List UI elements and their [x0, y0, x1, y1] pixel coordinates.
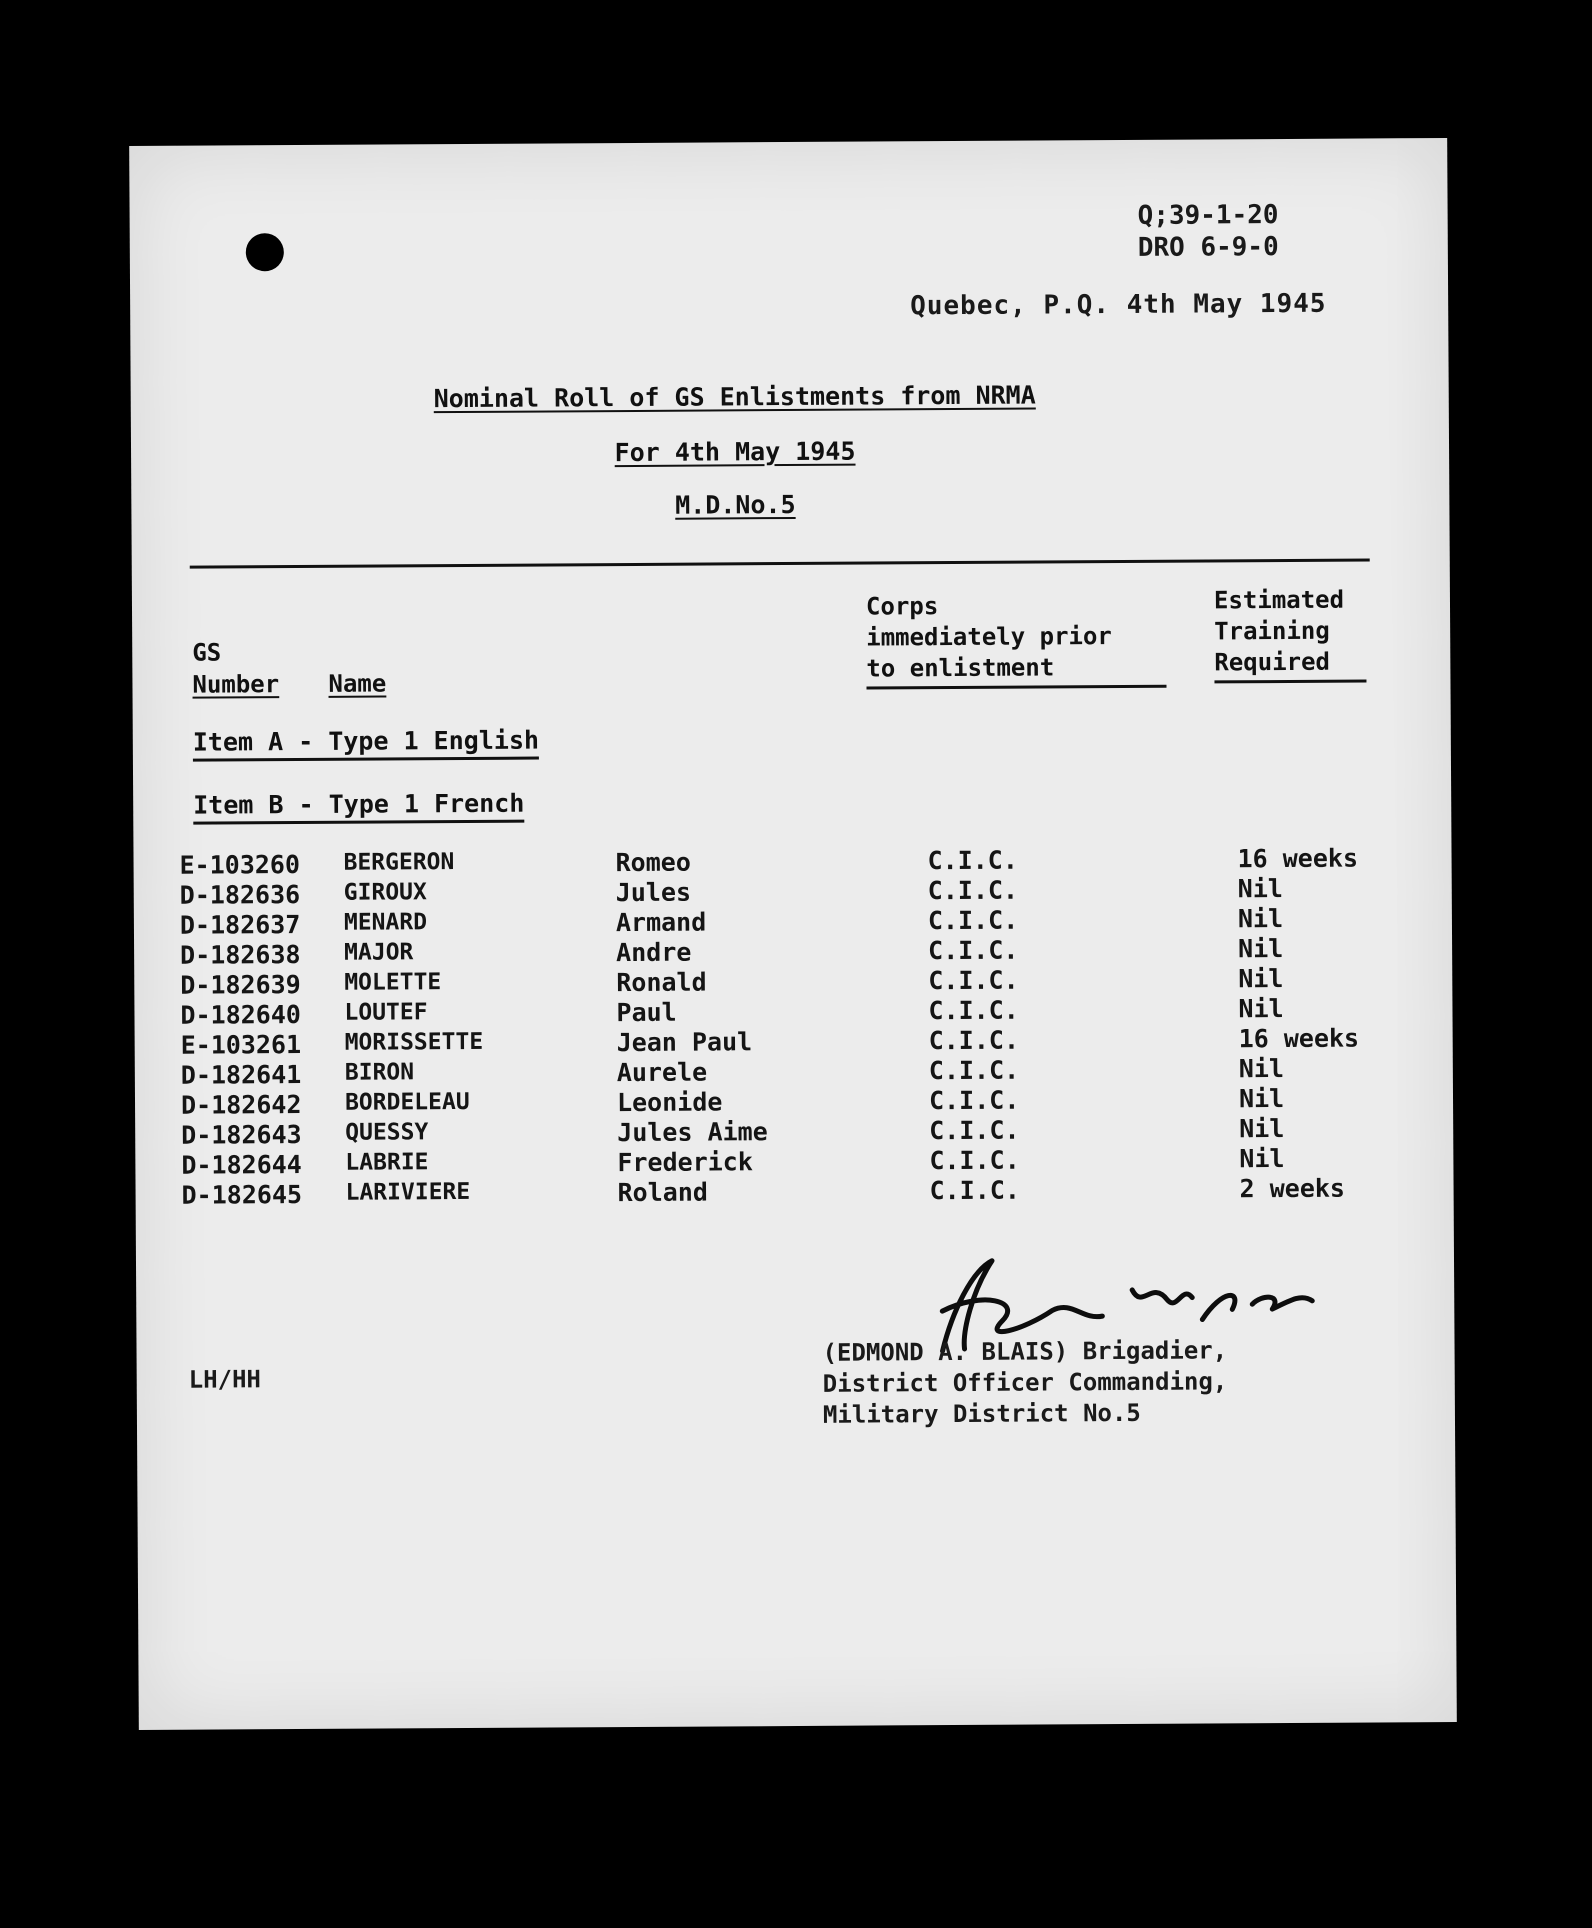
- document-subtitle-date: For 4th May 1945: [614, 436, 856, 468]
- corps-cell: C.I.C.: [927, 845, 1018, 876]
- training-cell: Nil: [1239, 1144, 1285, 1174]
- gs-number-cell: E-103260: [179, 850, 301, 880]
- training-cell: Nil: [1237, 874, 1283, 904]
- punch-hole: [246, 233, 284, 271]
- training-cell: 16 weeks: [1237, 843, 1359, 874]
- given-name-cell: Paul: [616, 997, 677, 1028]
- corps-cell: C.I.C.: [928, 1025, 1020, 1056]
- given-name-cell: Roland: [617, 1177, 708, 1208]
- document-page: [129, 138, 1457, 1730]
- corps-cell: C.I.C.: [929, 1175, 1020, 1206]
- column-header-name: Name: [328, 669, 387, 698]
- gs-number-cell: D-182636: [179, 880, 301, 910]
- surname-cell: GIROUX: [343, 879, 427, 906]
- training-cell: Nil: [1238, 1054, 1285, 1084]
- surname-cell: QUESSY: [345, 1119, 429, 1146]
- training-cell: Nil: [1238, 934, 1284, 964]
- gs-number-cell: D-182642: [180, 1090, 302, 1120]
- column-header-number: Number: [192, 670, 280, 699]
- given-name-cell: Jules: [615, 877, 692, 908]
- surname-cell: MOLETTE: [344, 969, 442, 996]
- given-name-cell: Frederick: [617, 1147, 753, 1178]
- place-date: Quebec, P.Q. 4th May 1945: [910, 288, 1327, 322]
- surname-cell: BIRON: [344, 1059, 415, 1086]
- document-title: Nominal Roll of GS Enlistments from NRMA: [433, 380, 1036, 414]
- surname-cell: BORDELEAU: [344, 1088, 470, 1116]
- given-name-cell: Aurele: [616, 1057, 708, 1088]
- gs-number-cell: D-182645: [181, 1180, 303, 1210]
- signatory-district: Military District No.5: [822, 1398, 1141, 1429]
- corps-cell: C.I.C.: [928, 1055, 1020, 1086]
- gs-number-cell: D-182643: [181, 1120, 302, 1150]
- given-name-cell: Leonide: [616, 1087, 723, 1118]
- corps-cell: C.I.C.: [928, 965, 1019, 996]
- corps-cell: C.I.C.: [927, 875, 1019, 906]
- file-ref-line-2: DRO 6-9-0: [1137, 232, 1279, 263]
- gs-number-cell: D-182644: [181, 1150, 302, 1180]
- gs-number-cell: D-182637: [179, 910, 301, 940]
- column-header-gs: GS: [192, 638, 222, 667]
- signatory-title: District Officer Commanding,: [822, 1367, 1228, 1398]
- column-header-training: Estimated Training Required: [1214, 584, 1367, 683]
- training-cell: 2 weeks: [1239, 1173, 1346, 1204]
- given-name-cell: Romeo: [615, 847, 691, 878]
- given-name-cell: Ronald: [616, 967, 707, 998]
- header-rule: [190, 558, 1370, 568]
- surname-cell: MORISSETTE: [344, 1028, 484, 1056]
- training-cell: Nil: [1238, 994, 1284, 1024]
- file-ref-line-1: Q;39-1-20: [1137, 200, 1279, 231]
- typist-initials: LH/HH: [188, 1365, 262, 1394]
- surname-cell: BERGERON: [343, 849, 455, 876]
- training-cell: Nil: [1238, 964, 1284, 994]
- gs-number-cell: D-182640: [180, 1000, 301, 1030]
- gs-number-cell: E-103261: [180, 1030, 302, 1060]
- corps-cell: C.I.C.: [928, 935, 1019, 966]
- training-cell: 16 weeks: [1238, 1023, 1360, 1054]
- given-name-cell: Armand: [615, 907, 707, 938]
- surname-cell: LARIVIERE: [345, 1178, 471, 1206]
- corps-cell: C.I.C.: [929, 1115, 1020, 1146]
- training-cell: Nil: [1239, 1114, 1285, 1144]
- training-cell: Nil: [1238, 1084, 1285, 1114]
- enlistment-table: [179, 843, 1360, 1211]
- corps-cell: C.I.C.: [929, 1145, 1020, 1176]
- given-name-cell: Andre: [616, 937, 692, 968]
- surname-cell: MAJOR: [344, 939, 414, 966]
- corps-cell: C.I.C.: [928, 995, 1019, 1026]
- gs-number-cell: D-182639: [180, 970, 301, 1000]
- surname-cell: MENARD: [343, 909, 428, 936]
- training-cell: Nil: [1237, 904, 1284, 934]
- corps-cell: C.I.C.: [927, 905, 1019, 936]
- gs-number-cell: D-182638: [180, 940, 301, 970]
- signature-block: [822, 1335, 1227, 1430]
- document-subtitle-district: M.D.No.5: [675, 489, 796, 520]
- surname-cell: LABRIE: [345, 1149, 429, 1176]
- column-header-corps: Corps immediately prior to enlistment: [866, 590, 1167, 690]
- given-name-cell: Jules Aime: [617, 1117, 768, 1148]
- corps-cell: C.I.C.: [928, 1085, 1020, 1116]
- signatory-name: (EDMOND A. BLAIS) Brigadier,: [822, 1336, 1228, 1367]
- item-a-heading: Item A - Type 1 English: [193, 726, 539, 762]
- gs-number-cell: D-182641: [180, 1060, 302, 1090]
- item-b-heading: Item B - Type 1 French: [193, 789, 524, 825]
- surname-cell: LOUTEF: [344, 999, 428, 1026]
- given-name-cell: Jean Paul: [616, 1027, 753, 1058]
- file-reference: [1138, 199, 1279, 264]
